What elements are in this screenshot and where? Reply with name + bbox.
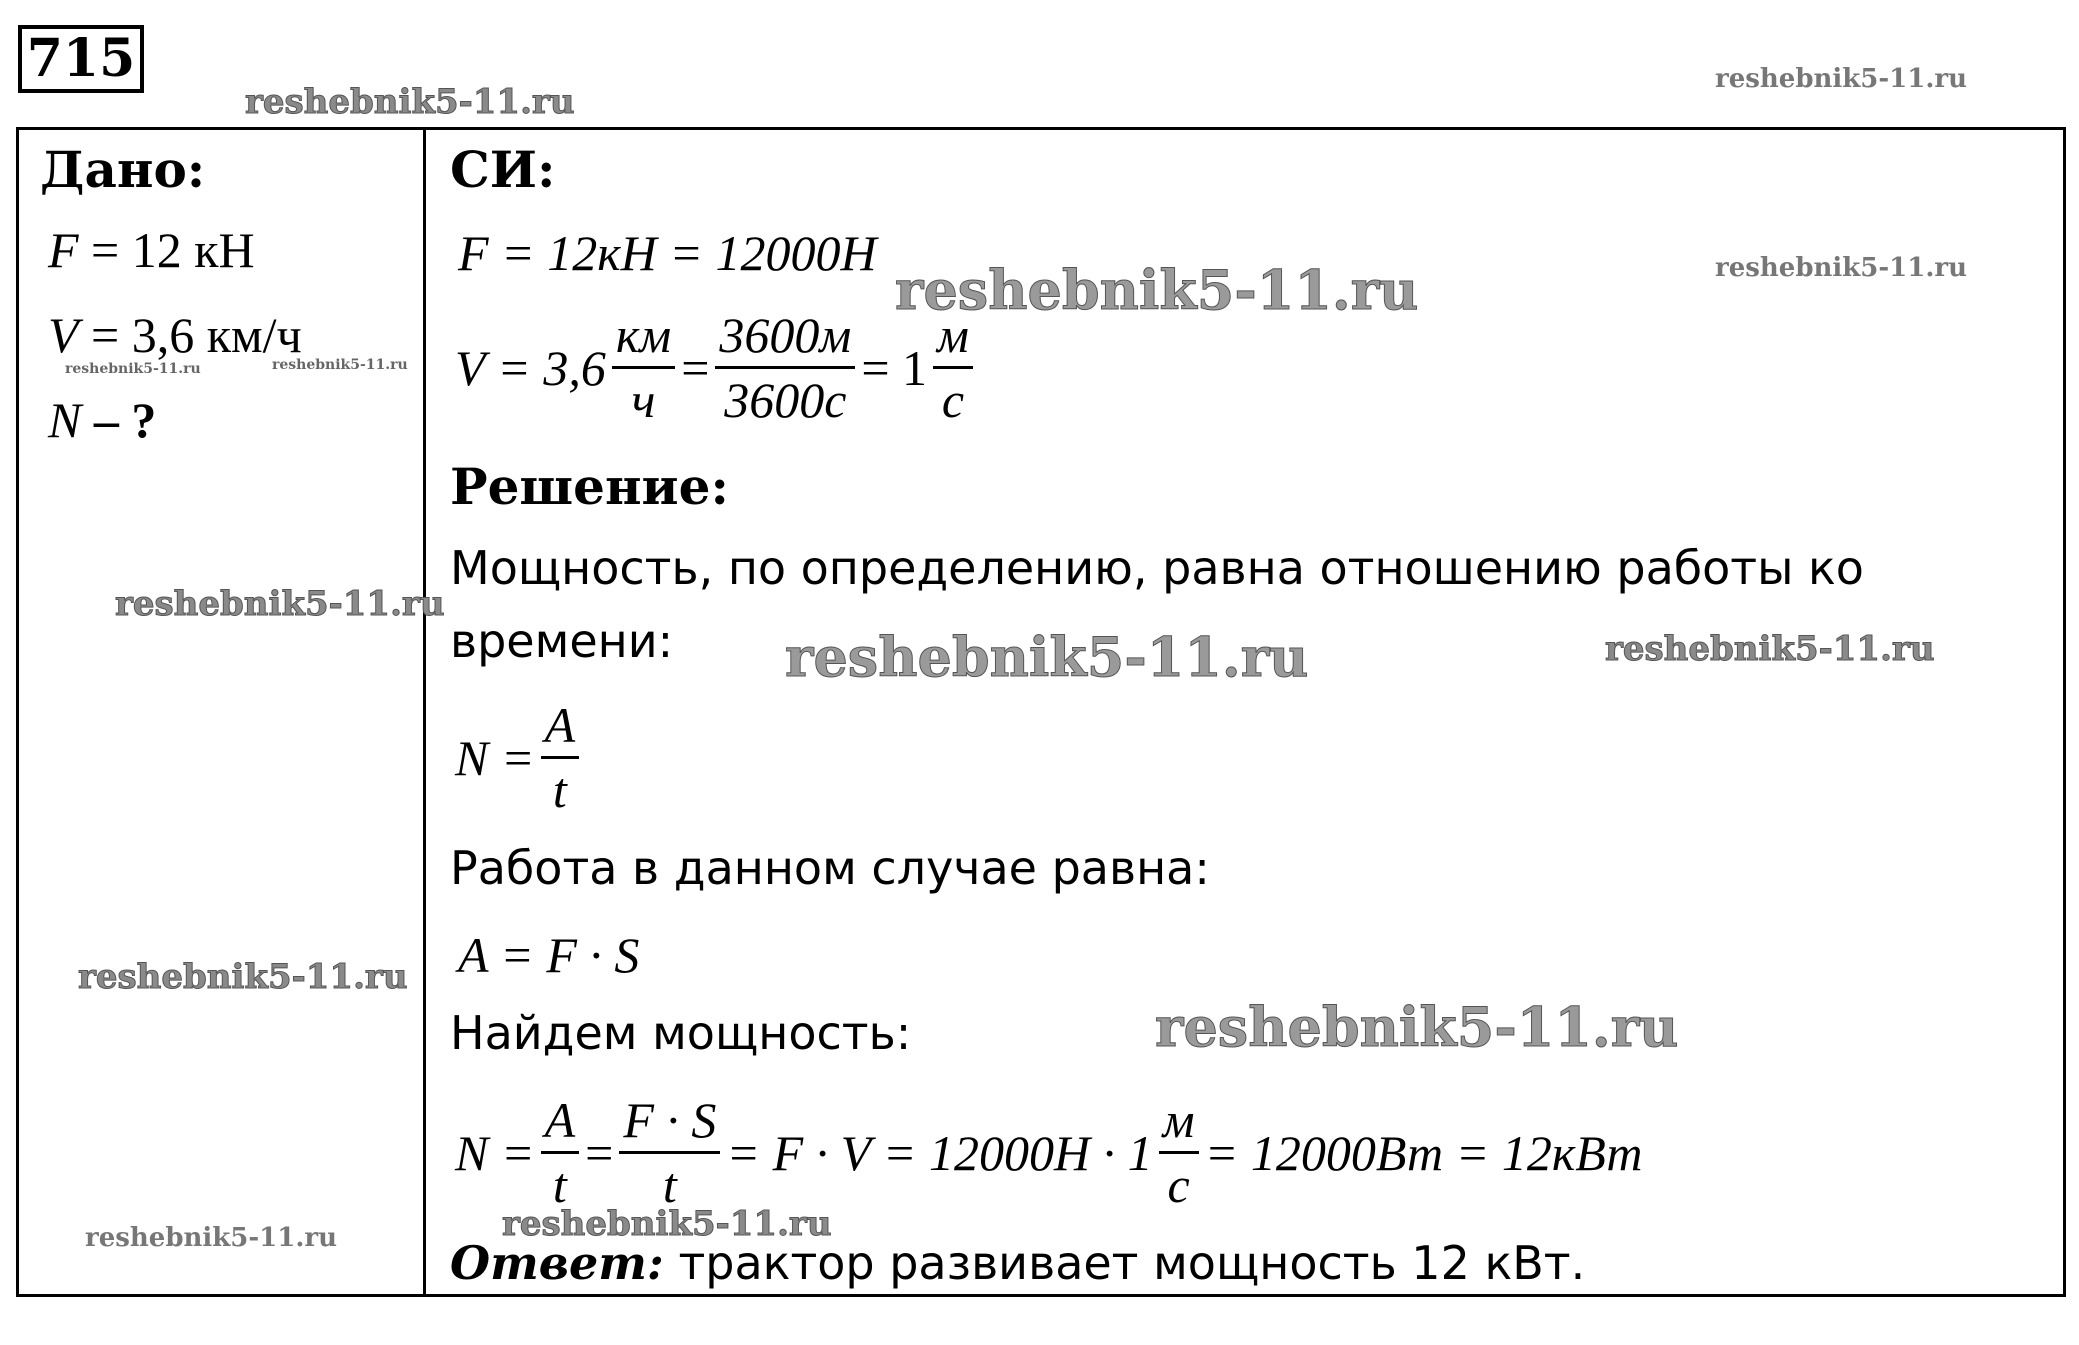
answer: Ответ: трактор развивает мощность 12 кВт. [450, 1236, 1586, 1290]
watermark: reshebnik5-11.ru [272, 357, 408, 373]
watermark: reshebnik5-11.ru [785, 625, 1309, 689]
watermark: reshebnik5-11.ru [502, 1204, 832, 1244]
si-force: F = 12кН = 12000Н [458, 225, 877, 281]
watermark: reshebnik5-11.ru [245, 82, 575, 122]
watermark: reshebnik5-11.ru [65, 361, 201, 377]
definition-line-1: Мощность, по определению, равна отношению работы ко [450, 541, 1864, 595]
watermark: reshebnik5-11.ru [115, 584, 445, 624]
si-header: СИ: [450, 140, 556, 199]
solution-header: Решение: [450, 457, 729, 516]
work-text: Работа в данном случае равна: [450, 841, 1210, 895]
watermark: reshebnik5-11.ru [85, 1223, 338, 1253]
given-header: Дано: [40, 140, 206, 199]
power-formula: N = $\frac{A}{t}$ [455, 700, 585, 815]
watermark: reshebnik5-11.ru [78, 957, 408, 997]
power-calculation: N = $\frac{A}{t}$ = $\frac{F \cdot S}{t}$ = F · V = 12000Н · 1 $\frac{м}{с}$ = 12000Вт = 12кВт [455, 1092, 1643, 1213]
watermark: reshebnik5-11.ru [1715, 64, 1968, 94]
watermark: reshebnik5-11.ru [895, 258, 1419, 322]
work-formula: A = F · S [458, 927, 640, 983]
watermark: reshebnik5-11.ru [1605, 629, 1935, 669]
definition-line-2: времени: [450, 614, 674, 668]
watermark: reshebnik5-11.ru [1155, 995, 1679, 1059]
given-unknown: N – ? [48, 392, 157, 448]
column-divider [423, 127, 426, 1297]
given-velocity: V = 3,6 км/ч [48, 307, 302, 363]
problem-number: 715 [18, 25, 144, 93]
si-velocity: V = 3,6 $\frac{км}{ч}$ = $\frac{3600м}{3600с}$ = 1 $\frac{м}{с}$ [455, 310, 979, 425]
watermark: reshebnik5-11.ru [1715, 253, 1968, 283]
find-power-text: Найдем мощность: [450, 1006, 912, 1060]
given-force: F = 12 кН [48, 222, 255, 278]
